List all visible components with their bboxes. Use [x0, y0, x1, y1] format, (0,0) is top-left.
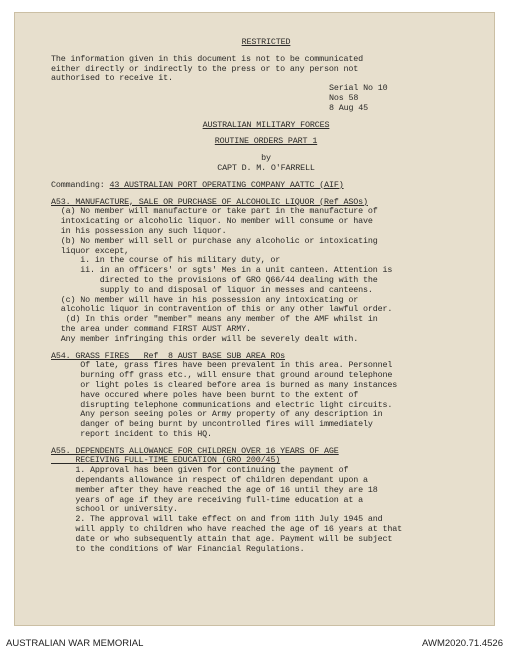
section-a55: [51, 447, 481, 555]
section-line: alcoholic liquor in contravention of this or any other lawful order.: [51, 304, 393, 315]
section-line: intoxicating or alcoholic liquor. No member will consume or have: [51, 216, 373, 227]
section-a53: [51, 198, 481, 345]
section-line: to the conditions of War Financial Regulations.: [51, 543, 305, 554]
section-heading: A53. MANUFACTURE, SALE OR PURCHASE OF ALCOHOLIC LIQUOR (Ref ASOs): [51, 196, 368, 207]
serial-number: Serial No 10: [329, 83, 388, 94]
archive-footer: [0, 638, 509, 652]
section-line: liquor except,: [51, 245, 130, 256]
section-line: years of age if they are receiving full-time education at a: [51, 494, 364, 505]
section-line: have occured where poles have been burnt to the extent of: [51, 389, 359, 400]
by-line: by: [261, 153, 271, 164]
notice-line: authorised to receive it.: [51, 73, 173, 84]
section-line: Of late, grass fires have been prevalent in this area. Personnel: [51, 360, 393, 371]
section-heading: A54. GRASS FIRES Ref 8 AUST BASE SUB AREA ROs: [51, 350, 286, 361]
section-line: danger of being burnt by uncontrolled fires will immediately: [51, 419, 373, 430]
section-line: report incident to this HQ.: [51, 428, 212, 439]
section-line: in his possession any such liquor.: [51, 225, 227, 236]
document-page: [14, 12, 495, 626]
section-line: directed to the provisions of GRO Q66/44 dealing with the: [51, 274, 378, 285]
section-line: school or university.: [51, 504, 178, 515]
orders-title: ROUTINE ORDERS PART 1: [214, 136, 318, 147]
section-line: (a) No member will manufacture or take part in the manufacture of: [51, 206, 378, 217]
force-title: AUSTRALIAN MILITARY FORCES: [202, 119, 330, 130]
commanding-line: [51, 181, 481, 191]
section-line: Any member infringing this order will be severely dealt with.: [51, 333, 359, 344]
section-line: or light poles is cleared before area is burned as many instances: [51, 379, 398, 390]
order-numbers: Nos 58: [329, 92, 359, 103]
section-line: (b) No member will sell or purchase any alcoholic or intoxicating: [51, 235, 378, 246]
section-line: date or who subsequently attain that age. Payment will be subject: [51, 533, 393, 544]
section-line: ii. in an officers' or sgts' Mes in a unit canteen. Attention is: [51, 265, 393, 276]
section-line: will apply to children who have reached the age of 16 years at that: [51, 524, 403, 535]
section-heading: RECEIVING FULL-TIME EDUCATION (GRO 200/45): [51, 455, 281, 466]
section-a54: [51, 352, 481, 440]
section-line: (d) In this order "member" means any member of the AMF whilst in: [51, 314, 378, 325]
classification-heading: RESTRICTED: [241, 37, 291, 47]
notice-line: The information given in this document is not to be communicated: [51, 53, 364, 64]
institution-credit: AUSTRALIAN WAR MEMORIAL: [6, 638, 144, 649]
section-heading: A55. DEPENDENTS ALLOWANCE FOR CHILDREN OVER 16 YEARS OF AGE: [51, 445, 339, 456]
section-line: member after they have reached the age of 16 until they are 18: [51, 484, 378, 495]
section-line: dependants allowance in respect of children dependant upon a: [51, 475, 368, 486]
officer-name: CAPT D. M. O'FARRELL: [217, 162, 315, 173]
serial-block: [51, 84, 481, 113]
section-line: the area under command FIRST AUST ARMY.: [51, 323, 251, 334]
section-line: i. in the course of his military duty, or: [51, 255, 281, 266]
notice-line: either directly or indirectly to the press or to any person not: [51, 63, 359, 74]
section-line: 1. Approval has been given for continuing the payment of: [51, 465, 349, 476]
section-line: burning off grass etc., will ensure that ground around telephone: [51, 370, 393, 381]
accession-number: AWM2020.71.4526: [422, 638, 503, 649]
commanding-unit: 43 AUSTRALIAN PORT OPERATING COMPANY AATTC (AIF): [109, 179, 344, 190]
security-notice: [51, 55, 481, 84]
commanding-label: Commanding:: [51, 179, 105, 190]
document-text: [51, 38, 481, 554]
section-line: Any person seeing poles or Army property of any description in: [51, 409, 383, 420]
section-line: supply to and disposal of liquor in messes and canteens.: [51, 284, 373, 295]
order-date: 8 Aug 45: [329, 102, 369, 113]
section-line: 2. The approval will take effect on and from 11th July 1945 and: [51, 514, 383, 525]
section-line: (c) No member will have in his possession any intoxicating or: [51, 294, 359, 305]
section-line: disrupting telephone communications and electric light circuits.: [51, 399, 393, 410]
